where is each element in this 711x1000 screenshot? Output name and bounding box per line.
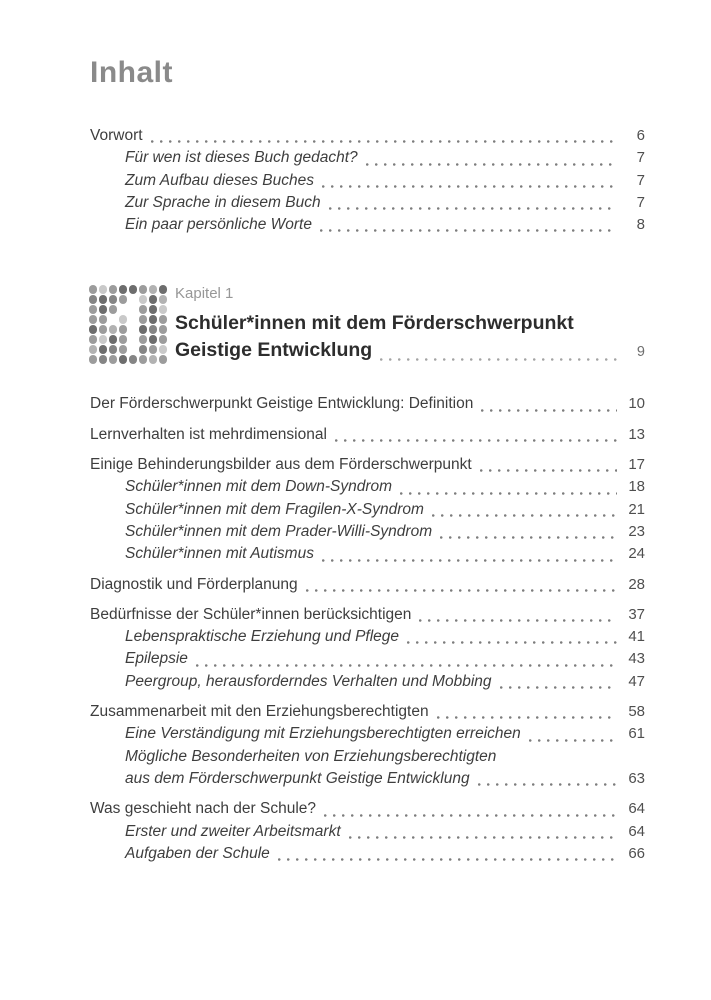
icon-dot [159, 305, 167, 313]
icon-dot [149, 355, 157, 363]
icon-dot [149, 315, 157, 323]
toc-entry-page: 8 [636, 216, 645, 234]
dot-leader [329, 207, 617, 210]
toc-entry-label: Bedürfnisse der Schüler*innen berücksichtigen [90, 605, 412, 623]
toc-entry-label: Schüler*innen mit dem Prader-Willi-Syndrom [125, 522, 433, 540]
toc-entry [90, 214, 645, 236]
toc-entry-label: Eine Verständigung mit Erziehungsberechtigten erreichen [125, 725, 521, 743]
icon-dot [149, 345, 157, 353]
icon-dot [99, 305, 107, 313]
toc-entry-label: Epilepsie [125, 650, 188, 668]
toc-entry [90, 723, 645, 745]
icon-dot [99, 345, 107, 353]
chapter-heading-text [175, 284, 645, 366]
icon-dot [89, 355, 97, 363]
chapter-title [175, 310, 645, 366]
icon-dot [159, 325, 167, 333]
icon-dot [139, 315, 147, 323]
dot-leader [480, 469, 617, 472]
icon-dot [129, 305, 137, 313]
icon-dot [139, 345, 147, 353]
toc-entry-label: Für wen ist dieses Buch gedacht? [125, 149, 358, 167]
dot-leader [306, 589, 617, 592]
toc-entry [90, 768, 645, 790]
icon-dot [129, 295, 137, 303]
dot-leader [407, 641, 617, 644]
toc-entry [90, 147, 645, 169]
icon-dot [139, 355, 147, 363]
toc-entry-label: Schüler*innen mit dem Down-Syndrom [125, 478, 393, 496]
toc-entry-page: 18 [628, 478, 645, 496]
dot-leader [151, 140, 617, 143]
toc-entry-label: Lernverhalten ist mehrdimensional [90, 425, 327, 443]
toc-entry [90, 393, 645, 415]
icon-dot [159, 295, 167, 303]
toc-entry-page: 7 [636, 149, 645, 167]
toc-entry-page: 47 [628, 672, 645, 690]
toc-entry-page: 6 [636, 127, 645, 144]
icon-dot [109, 295, 117, 303]
toc-entry-page: 28 [628, 575, 645, 593]
toc-entry-label: Zum Aufbau dieses Buches [125, 171, 314, 189]
icon-dot [89, 345, 97, 353]
icon-dot [159, 285, 167, 293]
dot-leader [320, 229, 617, 232]
icon-dot [129, 345, 137, 353]
icon-dot [139, 295, 147, 303]
icon-dot [129, 325, 137, 333]
dot-leader [278, 858, 617, 861]
icon-dot [119, 335, 127, 343]
dot-leader [380, 358, 617, 361]
icon-dot [119, 295, 127, 303]
toc-entry-page: 64 [628, 800, 645, 818]
toc-entry-page: 7 [636, 193, 645, 211]
dot-leader [500, 686, 617, 689]
dot-leader [400, 492, 617, 495]
dot-matrix-chapter-icon [88, 284, 168, 364]
toc-entry [90, 170, 645, 192]
toc-entry [90, 843, 645, 865]
toc-entry-label: Zur Sprache in diesem Buch [125, 193, 321, 211]
toc-entry [90, 671, 645, 693]
toc-entry-page: 10 [628, 395, 645, 413]
toc-entry-page: 61 [628, 725, 645, 743]
dot-leader [478, 783, 617, 786]
icon-dot [109, 355, 117, 363]
icon-dot [149, 325, 157, 333]
toc-entry-label: Der Förderschwerpunkt Geistige Entwicklung: Definition [90, 395, 474, 413]
icon-dot [89, 315, 97, 323]
chapter-title-line2 [175, 337, 645, 366]
icon-dot [129, 355, 137, 363]
toc-entry-label: Peergroup, herausforderndes Verhalten und Mobbing [125, 672, 492, 690]
toc-entry [90, 798, 645, 820]
icon-dot [99, 315, 107, 323]
icon-dot [159, 355, 167, 363]
chapter-entries-list [90, 393, 645, 865]
icon-dot [159, 345, 167, 353]
toc-entry [90, 648, 645, 670]
toc-entry [90, 125, 645, 147]
icon-dot [119, 325, 127, 333]
toc-entry-page: 63 [628, 769, 645, 787]
icon-dot [99, 355, 107, 363]
icon-dot [99, 295, 107, 303]
icon-dot [149, 285, 157, 293]
toc-entry [90, 626, 645, 648]
toc-entry-label: Ein paar persönliche Worte [125, 216, 312, 234]
toc-entry-label: Vorwort [90, 127, 143, 144]
toc-entry-page: 7 [636, 171, 645, 189]
dot-leader [196, 664, 617, 667]
dot-leader [440, 536, 617, 539]
dot-leader [529, 739, 617, 742]
dot-leader [322, 185, 617, 188]
icon-dot [159, 335, 167, 343]
toc-entry-page: 13 [628, 425, 645, 443]
page-title: Inhalt [90, 56, 173, 89]
icon-dot [149, 295, 157, 303]
toc-entry [90, 821, 645, 843]
toc-entry-page: 66 [628, 844, 645, 862]
toc-entry [90, 604, 645, 626]
toc-entry-page: 64 [628, 822, 645, 840]
toc-entry [90, 192, 645, 214]
toc-entry [90, 499, 645, 521]
toc-entry-page: 23 [628, 522, 645, 540]
toc-entry [90, 521, 645, 543]
toc-entry-label: Schüler*innen mit Autismus [125, 545, 314, 563]
icon-dot [149, 305, 157, 313]
icon-dot [109, 335, 117, 343]
icon-dot [149, 335, 157, 343]
toc-entry-label: Was geschieht nach der Schule? [90, 800, 317, 818]
icon-dot [99, 335, 107, 343]
toc-entry-label: Einige Behinderungsbilder aus dem Förderschwerpunkt [90, 456, 472, 474]
toc-entry-label: Erster und zweiter Arbeitsmarkt [125, 822, 341, 840]
icon-dot [119, 305, 127, 313]
chapter-page-number: 9 [636, 344, 645, 361]
icon-dot [109, 305, 117, 313]
chapter-kicker: Kapitel 1 [175, 285, 234, 303]
icon-dot [129, 285, 137, 293]
dot-leader [437, 716, 617, 719]
icon-dot [109, 325, 117, 333]
toc-entry [90, 424, 645, 446]
icon-dot [89, 285, 97, 293]
icon-dot [139, 305, 147, 313]
toc-entry-page: 58 [628, 703, 645, 721]
toc-entry [90, 574, 645, 596]
dot-leader [432, 514, 617, 517]
icon-dot [129, 315, 137, 323]
icon-dot [89, 305, 97, 313]
toc-entry-page: 37 [628, 605, 645, 623]
icon-dot [159, 315, 167, 323]
dot-leader [324, 814, 617, 817]
icon-dot [89, 295, 97, 303]
toc-entry-label: Diagnostik und Förderplanung [90, 575, 298, 593]
icon-dot [119, 355, 127, 363]
toc-entry-label: aus dem Förderschwerpunkt Geistige Entwicklung [125, 769, 470, 787]
toc-entry-label: Mögliche Besonderheiten von Erziehungsberechtigten [125, 747, 497, 765]
icon-dot [119, 285, 127, 293]
chapter-1-heading [90, 284, 645, 366]
dot-leader [349, 836, 617, 839]
toc-entry [90, 746, 645, 768]
icon-dot [119, 315, 127, 323]
icon-dot [129, 335, 137, 343]
icon-dot [139, 285, 147, 293]
icon-dot [99, 285, 107, 293]
toc-entry-label: Lebenspraktische Erziehung und Pflege [125, 628, 400, 646]
toc-entry-page: 43 [628, 650, 645, 668]
toc-entry [90, 454, 645, 476]
dot-leader [335, 439, 617, 442]
dot-leader [366, 163, 617, 166]
icon-dot [99, 325, 107, 333]
dot-leader [322, 559, 617, 562]
chapter-title-line1: Schüler*innen mit dem Förderschwerpunkt [175, 312, 574, 335]
chapter-title-line2-label: Geistige Entwicklung [175, 339, 373, 362]
icon-dot [89, 335, 97, 343]
front-matter-list [90, 125, 645, 236]
toc-entry [90, 543, 645, 565]
dot-leader [419, 619, 617, 622]
toc-entry [90, 701, 645, 723]
icon-dot [89, 325, 97, 333]
icon-dot [109, 345, 117, 353]
toc-entry-page: 21 [628, 500, 645, 518]
icon-dot [109, 315, 117, 323]
toc-entry-label: Aufgaben der Schule [125, 844, 270, 862]
toc-entry [90, 476, 645, 498]
dot-leader [481, 409, 617, 412]
icon-dot [139, 335, 147, 343]
icon-dot [119, 345, 127, 353]
toc-entry-page: 41 [628, 628, 645, 646]
toc-entry-page: 24 [628, 545, 645, 563]
icon-dot [109, 285, 117, 293]
icon-dot [139, 325, 147, 333]
toc-entry-label: Schüler*innen mit dem Fragilen-X-Syndrom [125, 500, 424, 518]
toc-entry-page: 17 [628, 456, 645, 474]
toc-entry-label: Zusammenarbeit mit den Erziehungsberechtigten [90, 703, 429, 721]
